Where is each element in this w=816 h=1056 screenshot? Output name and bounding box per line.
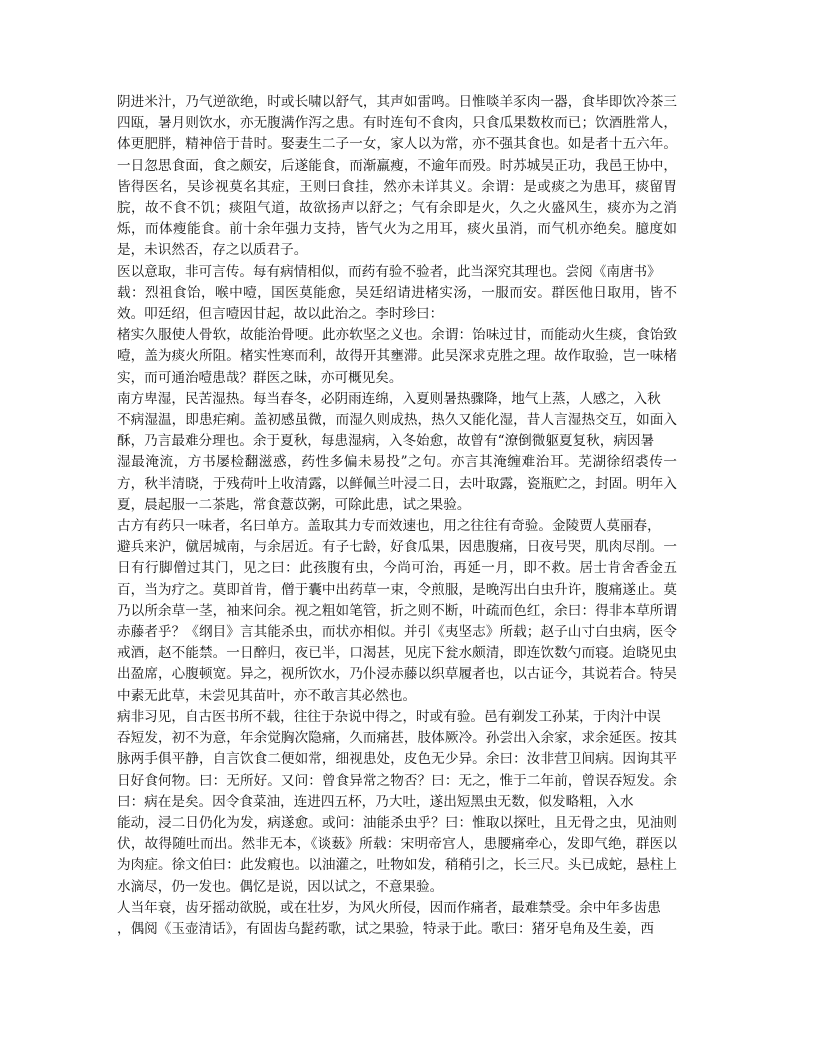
paragraph-9: 避兵来沪，僦居城南，与余居近。有子七龄，好食瓜果，因患腹痛，日夜号哭，肌肉尽削。一日有行脚僧过其门，见之曰：此孩腹有虫，今尚可治，再延一月，即不救。居士肯舍香金五百，当为疗之。莫即首肯，僧于囊中出药草一束，令煎服，是晚泻出白虫升许，腹痛遂止。莫乃以所余草一茎，袖来问余。视之粗如笔管，折之则不断，叶疏而色红，余曰：得非本草所谓赤藤者乎？《纲目》言其能杀虫，而状亦相似。并引《夷坚志》所载；赵子山寸白虫病，医令戒酒，赵不能禁。一日醉归，夜已半，口渴甚，见庑下瓮水颇清，即连饮数勺而寝。迨晓见虫出盈席，心腹顿宽。异之，视所饮水，乃仆浸赤藤以织草履者也，以古证今，其说若合。特吴中素无此草，未尝见其苗叶，亦不敢言其必然也。 <box>117 539 677 704</box>
paragraph-2: 医以意取，非可言传。每有病情相似，而药有验不验者，此当深究其理也。尝阅《南唐书》 <box>117 263 661 280</box>
paragraph-13: 人当年衰，齿牙摇动欲脱，或在壮岁，为风火所侵，因而作痛者，最难禁受。余中年多齿患 <box>117 899 661 916</box>
document-body <box>117 92 677 940</box>
paragraph-10: 病非习见，自古医书所不载，往往于杂说中得之，时或有验。邑有剃发工孙某，于肉汁中误 <box>117 708 661 725</box>
paragraph-6: 不病湿温，即患疟痢。盖初感虽微，而湿久则成热，热久又能化湿，昔人言湿热交互，如面入酥，乃言最难分理也。余于夏秋，每患湿病，入冬始愈，故曾有“潦倒微躯夏复秋，病因暑 <box>117 412 677 450</box>
paragraph-11: 吞短发，初不为意，年余觉胸次隐痛，久而痛甚，肢体厥冷。孙尝出入余家，求余延医。按其脉两手俱平静，自言饮食二便如常，细视患处，皮色无少异。余曰：汝非营卫间病。因询其平日好食何物。曰：无所好。又问：曾食异常之物否？曰：无之，惟于二年前，曾误吞短发。余曰：病在是矣。因令食菜油，连进四五杯，乃大吐，遂出短黑虫无数，似发略粗，入水 <box>117 730 677 810</box>
paragraph-3: 载：烈祖食饴，喉中噎，国医莫能愈，吴廷绍请进楮实汤，一服而安。群医他日取用，皆不效。叩廷绍，但言噎因甘起，故以此治之。李时珍曰： <box>117 284 677 323</box>
paragraph-8: 古方有药只一味者，名曰单方。盖取其力专而效速也，用之往往有奇验。金陵贾人莫丽春， <box>117 518 661 535</box>
paragraph-5: 南方卑湿，民苦湿热。每当春冬，必阴雨连绵，入夏则暑热骤降，地气上蒸，人感之，入秋 <box>117 390 661 407</box>
paragraph-1: 阴进米汁，乃气逆欲绝，时或长啸以舒气，其声如雷鸣。日惟啖羊豕肉一器，食毕即饮冷茶三四瓯，暑月则饮水，亦无腹满作泻之患。有时连旬不食肉，只食瓜果数枚而已；饮酒胜常人，体更肥胖，精神倍于昔时。娶妻生二子一女，家人以为常，亦不强其食也。如是者十五六年。一日忽思食面，食之颇安，后遂能食，而渐羸瘦，不逾年而殁。时苏城吴正功，我邑王协中，皆得医名，吴诊视莫名其症，王则曰食挂，然亦未详其义。余谓：是或痰之为患耳，痰留胃脘，故不食不饥；痰阻气道，故欲扬声以舒之；气有余即是火，久之火盛风生，痰亦为之消烁，而体瘦能食。前十余年强力支持，皆气火为之用耳，痰火虽消，而气机亦绝矣。臆度如是，未识然否，存之以质君子。 <box>117 94 677 259</box>
paragraph-12: 能动，浸二日仍化为发，病遂愈。或问：油能杀虫乎？曰：惟取以探吐，且无骨之虫，见油则伏，故得随吐而出。然非无本，《谈薮》所载：宋明帝宫人，患腰痛牵心，发即气绝，群医以为肉症。徐文伯曰：此发瘕也。以油灌之，吐物如发，稍稍引之，长三尺。头已成蛇，悬柱上水滴尽，仍一发也。偶忆是说，因以试之，不意果验。 <box>117 814 677 895</box>
paragraph-4: 楮实久服使人骨软，故能治骨哽。此亦软坚之义也。余谓：饴味过甘，而能动火生痰，食饴致噎，盖为痰火所阻。楮实性寒而利，故得开其壅滞。此吴深求克胜之理。故作取验，岂一味楮实，而可通治噎患哉？群医之昧，亦可概见矣。 <box>117 327 677 386</box>
paragraph-7: 湿最淹流，方书屡检翻滋惑，药性多偏未易投”之句。亦言其淹缠难治耳。芜湖徐绍裘传一方，秋半清晓，于残荷叶上收清露，以鲜佩兰叶浸二日，去叶取露，瓷瓶贮之，封固。明年入夏，晨起服一二茶匙，常食薏苡粥，可除此患，试之果验。 <box>117 454 677 513</box>
paragraph-14: ，偶阅《玉壶清话》，有固齿乌髭药歌，试之果验，特录于此。歌曰：猪牙皂角及生姜，西 <box>117 920 654 937</box>
